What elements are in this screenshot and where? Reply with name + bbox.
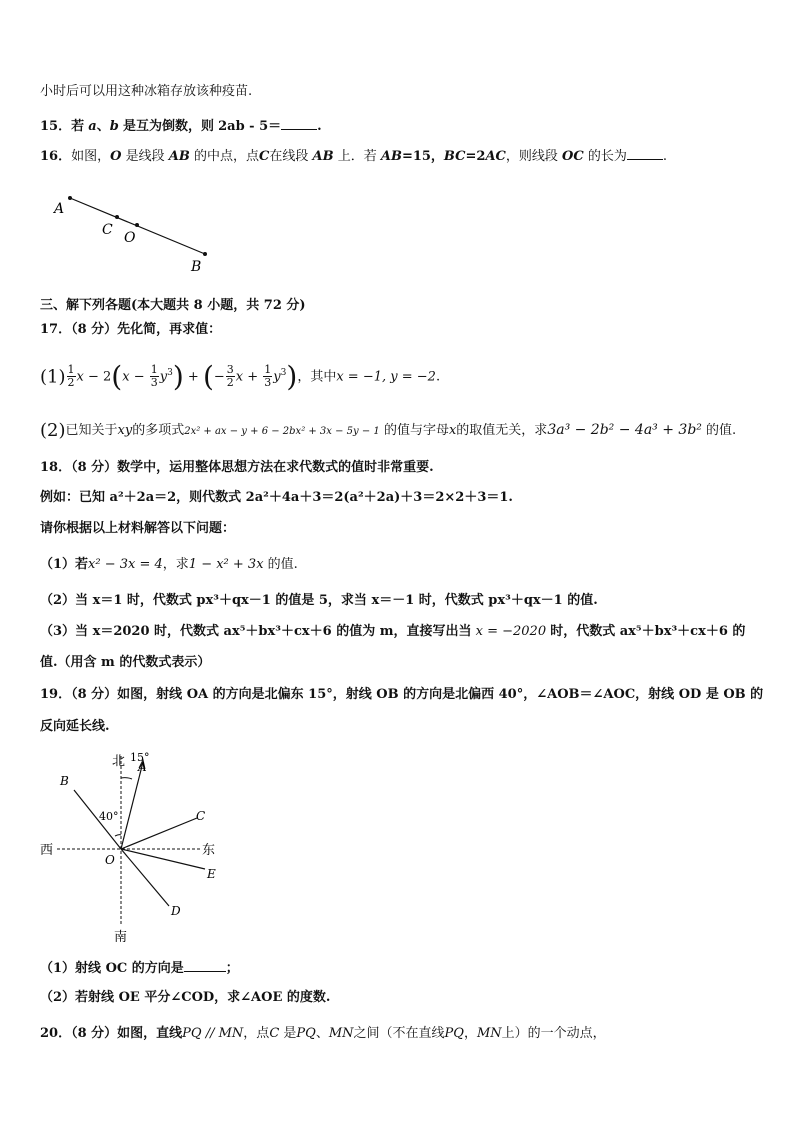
- q20-C: C: [269, 1026, 280, 1041]
- q18-example: 例如：已知 a²＋2a＝2，则代数式 2a²＋4a＋3＝2(a²＋2a)＋3＝2×2＋3＝1.: [40, 490, 513, 505]
- q19-sub1: [40, 959, 239, 977]
- q15-end: .: [317, 119, 322, 134]
- q17-p2-xy: xy: [117, 423, 133, 438]
- question-17-heading: 17．（8 分）先化简，再求值：: [40, 322, 222, 337]
- q20-text1: ，点: [243, 1026, 270, 1041]
- angle-40-arc: [115, 835, 121, 836]
- answer-blank[interactable]: [281, 117, 317, 130]
- q18-s3-text-a: （3）当 x＝2020 时，代数式 ax⁵＋bx³＋cx＋6 的值为 m，直接写出当: [40, 624, 472, 639]
- q15-var-a: a: [88, 119, 97, 134]
- ray-oe: [121, 849, 205, 869]
- q16-text6: ，则线段: [505, 149, 558, 164]
- q20-number: 20．（8 分）如图，直线: [40, 1026, 183, 1041]
- q20-text2: 是: [283, 1026, 297, 1041]
- label-b: B: [60, 774, 69, 788]
- q18-s1-expr: 1 − x² + 3x: [188, 557, 264, 572]
- q17-where: ，其中: [297, 369, 337, 385]
- label-c: C: [196, 809, 206, 823]
- question-18-heading: 18．（8 分）数学中，运用整体思想方法在求代数式的值时非常重要.: [40, 460, 434, 475]
- frac-1-3: $\frac{1}{3}$: [150, 363, 158, 390]
- question-19-heading: 19．（8 分）如图，射线 OA 的方向是北偏东 15°，射线 OB 的方向是北偏西 40°，∠AOB＝∠AOC，射线 OD 是 OB 的: [40, 687, 764, 702]
- point-o: [135, 223, 139, 227]
- q20-text4: 之间（不在直线: [353, 1026, 445, 1041]
- q16-text4: 在线段: [269, 149, 309, 164]
- q16-C: C: [258, 149, 270, 164]
- point-c: [115, 215, 119, 219]
- question-15: [40, 117, 322, 135]
- label-south: 南: [114, 930, 128, 945]
- label-north: 北: [112, 754, 126, 769]
- ray-oa: [121, 762, 143, 849]
- q16-text3: 的中点，点: [193, 149, 259, 164]
- question-20: [40, 1026, 606, 1042]
- q17-p1-end: .: [435, 369, 441, 385]
- label-o: O: [124, 230, 136, 246]
- q19-s1-text: （1）射线 OC 的方向是: [40, 961, 184, 976]
- q16-cond1: AB: [380, 149, 402, 164]
- q17-part1-tag: (1): [40, 366, 66, 388]
- q20-parallel: PQ // MN: [182, 1026, 244, 1041]
- label-o: O: [105, 853, 115, 867]
- section-3-heading: 三、解下列各题(本大题共 8 小题，共 72 分): [40, 298, 306, 313]
- q16-text2: 是线段: [125, 149, 165, 164]
- q18-sub3-cont: 值.（用含 m 的代数式表示）: [40, 655, 211, 670]
- q18-sub2: （2）当 x＝1 时，代数式 px³＋qx－1 的值是 5，求当 x＝－1 时，代数式 px³＋qx－1 的值.: [40, 593, 598, 608]
- label-west: 西: [40, 843, 54, 858]
- frac-1-3b: $\frac{1}{3}$: [264, 363, 272, 390]
- continued-text: 小时后可以用这种冰箱存放该种疫苗.: [40, 84, 253, 99]
- q18-s1-mid: ，求: [162, 557, 189, 572]
- angle-15-arc: [121, 778, 132, 779]
- q16-cond2: BC: [443, 149, 466, 164]
- q17-part2-tag: (2): [40, 420, 66, 441]
- q15-text: 若: [71, 119, 85, 134]
- label-a: A: [54, 201, 65, 217]
- label-d: D: [171, 904, 181, 918]
- q16-number: 16．: [40, 149, 72, 164]
- q20-text6: 上）的一个动点，: [501, 1026, 606, 1041]
- q17-p2-polynomial: 2x² + ax − y + 6 − 2bx² + 3x − 5y − 1: [184, 426, 380, 437]
- q20-text5: ，: [463, 1026, 477, 1041]
- q17-part1: (1) $\frac{1}{2}$ x − 2(x − $\frac{1}{3}$ $y^3$) + (− $\frac{3}{2}$ x + $\frac{1}{3}$ $y^3$)，其中x = −1, y = −2.: [40, 359, 441, 393]
- label-b: B: [191, 259, 202, 275]
- q15-expression: 2ab - 5＝: [218, 119, 282, 134]
- q17-p2-text5: 的值.: [706, 423, 737, 438]
- q15-sep: 、: [96, 119, 110, 134]
- question-16: [40, 147, 667, 165]
- point-a: [68, 196, 72, 200]
- q18-s1-cond: x² − 3x = 4: [88, 557, 163, 572]
- q15-var-b: b: [109, 119, 119, 134]
- label-angle-15: 15°: [130, 751, 150, 764]
- q20-MN: MN: [328, 1026, 354, 1041]
- q18-prompt: 请你根据以上材料解答以下问题：: [40, 521, 236, 536]
- figure-16-segment: [40, 185, 240, 280]
- q20-MN2: MN: [476, 1026, 502, 1041]
- label-c: C: [102, 222, 113, 238]
- answer-blank[interactable]: [184, 959, 226, 972]
- label-a: A: [138, 760, 147, 774]
- q16-text: 如图，: [71, 149, 111, 164]
- q17-p2-x: x: [448, 423, 457, 438]
- q16-AB2: AB: [312, 149, 334, 164]
- label-e: E: [207, 867, 216, 881]
- q16-OC: OC: [562, 149, 584, 164]
- q17-p2-text4: 的取值无关，求: [456, 423, 548, 438]
- q19-sub2: （2）若射线 OE 平分∠COD，求∠AOE 的度数.: [40, 990, 331, 1005]
- q17-p2-text1: 已知关于: [65, 423, 118, 438]
- q16-text5: 上．若: [337, 149, 377, 164]
- q18-s3-cond: x = −2020: [475, 624, 547, 639]
- q16-text7: 的长为: [587, 149, 627, 164]
- q20-text3: 、: [315, 1026, 329, 1041]
- label-angle-40: 40°: [99, 810, 119, 823]
- q16-AB: AB: [168, 149, 190, 164]
- q16-O: O: [110, 149, 122, 164]
- q16-cond2v: =2: [465, 149, 486, 164]
- frac-3-2: $\frac{3}{2}$: [226, 363, 234, 390]
- label-east: 东: [202, 843, 216, 858]
- frac-1-2: $\frac{1}{2}$: [67, 363, 75, 390]
- q17-p2-expression: 3a³ − 2b² − 4a³ + 3b²: [547, 422, 702, 438]
- q18-sub1: [40, 557, 298, 573]
- q15-text-mid: 是互为倒数，则: [122, 119, 214, 134]
- q18-s1-tag: （1）若: [40, 557, 89, 572]
- question-19-heading-cont: 反向延长线.: [40, 719, 110, 734]
- q16-cond2b: AC: [485, 149, 506, 164]
- answer-blank[interactable]: [627, 147, 663, 160]
- q17-part2: [40, 422, 736, 440]
- figure-19-directions: [35, 748, 235, 948]
- q17-p2-text3: 的值与字母: [383, 423, 449, 438]
- q19-s1-end: ；: [225, 961, 239, 976]
- q18-s1-end: 的值.: [267, 557, 298, 572]
- q16-cond1v: =15，: [401, 149, 444, 164]
- q20-PQ: PQ: [296, 1026, 316, 1041]
- q15-number: 15．: [40, 119, 72, 134]
- point-b: [203, 252, 207, 256]
- q17-values: x = −1, y = −2: [336, 369, 436, 385]
- q16-end: .: [662, 149, 668, 164]
- ray-od: [121, 849, 169, 906]
- q18-sub3: [40, 624, 745, 640]
- q20-PQ2: PQ: [444, 1026, 464, 1041]
- q18-s3-text-b: 时，代数式 ax⁵＋bx³＋cx＋6 的: [550, 624, 746, 639]
- q17-p2-text2: 的多项式: [132, 423, 185, 438]
- ray-oc: [121, 818, 197, 849]
